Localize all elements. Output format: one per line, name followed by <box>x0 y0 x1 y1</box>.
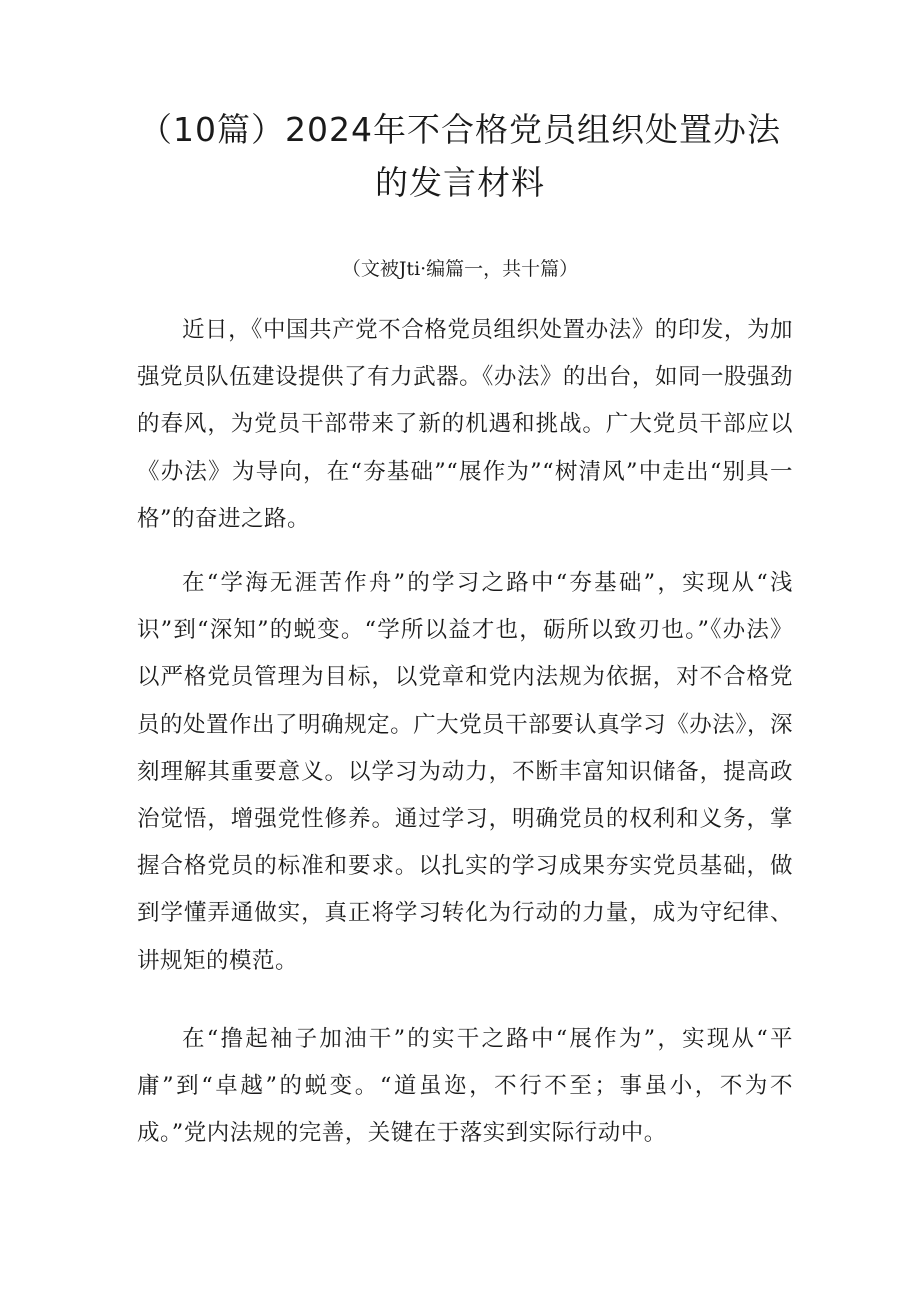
document-title-line-2: 的发言材料 <box>375 163 545 202</box>
document-title-line-1: （10篇）2024年不合格党员组织处置办法 <box>139 110 781 149</box>
paragraph-1: 近日，《中国共产党不合格党员组织处置办法》的印发，为加强党员队伍建设提供了有力武器。《办法》的出台，如同一股强劲的春风，为党员干部带来了新的机遇和挑战。广大党员干部应以《办法》为导向，在“夯基础”“展作为”“树清风”中走出“别具一格”的奋进之路。 <box>137 317 793 532</box>
document-subtitle: （文被Jti·编篇一，共十篇） <box>341 258 579 280</box>
paragraph-3: 在“撸起袖子加油干”的实干之路中“展作为”，实现从“平庸”到“卓越”的蜕变。“道虽迩，不行不至；事虽小，不为不成。”党内法规的完善，关键在于落实到实际行动中。 <box>137 1026 793 1147</box>
paragraph-2: 在“学海无涯苦作舟”的学习之路中“夯基础”，实现从“浅识”到“深知”的蜕变。“学所以益才也，砺所以致刃也。”《办法》以严格党员管理为目标，以党章和党内法规为依据，对不合格党员的处置作出了明确规定。广大党员干部要认真学习《办法》，深刻理解其重要意义。以学习为动力，不断丰富知识储备，提高政治觉悟，增强党性修养。通过学习，明确党员的权利和义务，掌握合格党员的标准和要求。以扎实的学习成果夯实党员基础，做到学懂弄通做实，真正将学习转化为行动的力量，成为守纪律、讲规矩的模范。 <box>137 570 793 974</box>
